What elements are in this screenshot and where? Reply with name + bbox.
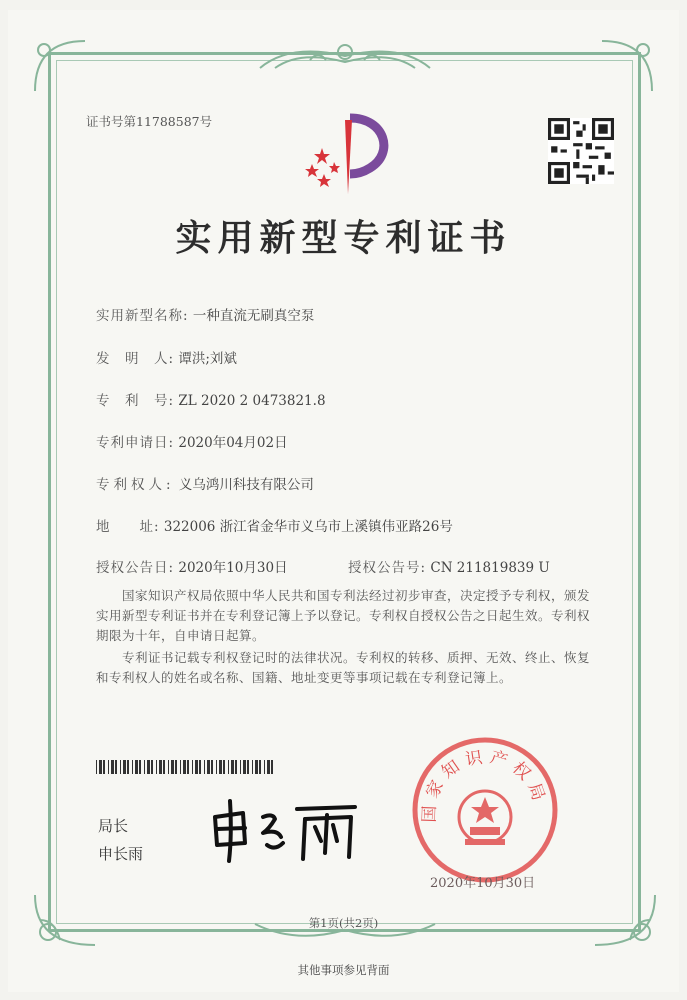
barcode-icon: [96, 760, 276, 774]
corner-ornament-top-left: [30, 36, 90, 96]
field-value: 一种直流无刷真空泵: [192, 308, 315, 324]
field-inventor: [96, 347, 237, 367]
field-label: 专 利 号:: [96, 393, 175, 409]
director-signature: [205, 795, 365, 865]
field-label: 专利权人:: [96, 477, 175, 493]
top-ornament: [250, 38, 440, 78]
field-value: 322006 浙江省金华市义乌市上溪镇伟亚路26号: [163, 519, 453, 535]
field-label: 授权公告号:: [348, 560, 427, 576]
field-label: 授权公告日:: [96, 560, 175, 576]
field-label: 地 址:: [96, 519, 160, 535]
qr-code-icon: [548, 118, 614, 184]
svg-text:国家知识产权局: 国家知识产权局: [419, 746, 551, 823]
legal-status-paragraph: 专利证书记载专利权登记时的法律状况。专利权的转移、质押、无效、终止、恢复和专利权人的姓名或名称、国籍、地址变更等事项记载在专利登记簿上。: [96, 650, 591, 685]
field-value: 谭洪;刘斌: [178, 351, 237, 367]
field-value: ZL 2020 2 0473821.8: [178, 393, 326, 409]
field-grant-date: [96, 556, 288, 576]
field-label: 实用新型名称:: [96, 308, 189, 324]
page-number: 第1页(共2页): [308, 916, 379, 930]
field-grant-number: [348, 556, 550, 576]
field-utility-model-name: [96, 304, 314, 324]
seal-date: 2020年10月30日: [430, 876, 536, 891]
certificate-number: 证书号第11788587号: [86, 114, 213, 129]
field-label: 专利申请日:: [96, 435, 175, 451]
footer-note: 其他事项参见背面: [297, 963, 390, 977]
corner-ornament-top-right: [597, 36, 657, 96]
officer-name: 申长雨: [98, 845, 144, 863]
certificate-title: 实用新型专利证书: [175, 217, 512, 259]
officer-title: 局长: [98, 817, 129, 835]
field-address: [96, 515, 453, 535]
field-filing-date: [96, 431, 288, 451]
field-patent-number: [96, 389, 326, 409]
field-patent-holder: [96, 473, 314, 493]
field-value: CN 211819839 U: [430, 560, 550, 576]
field-value: 2020年10月30日: [178, 560, 288, 576]
cnipa-logo-icon: [300, 108, 400, 203]
field-value: 义乌鸿川科技有限公司: [178, 477, 314, 493]
field-label: 发 明 人:: [96, 351, 175, 367]
grant-statement-paragraph: 国家知识产权局依照中华人民共和国专利法经过初步审查，决定授予专利权，颁发实用新型专利证书并在专利登记簿上予以登记。专利权自授权公告之日起生效。专利权期限为十年，自申请日起算。: [96, 588, 591, 643]
official-seal: [410, 735, 560, 885]
field-value: 2020年04月02日: [178, 435, 288, 451]
